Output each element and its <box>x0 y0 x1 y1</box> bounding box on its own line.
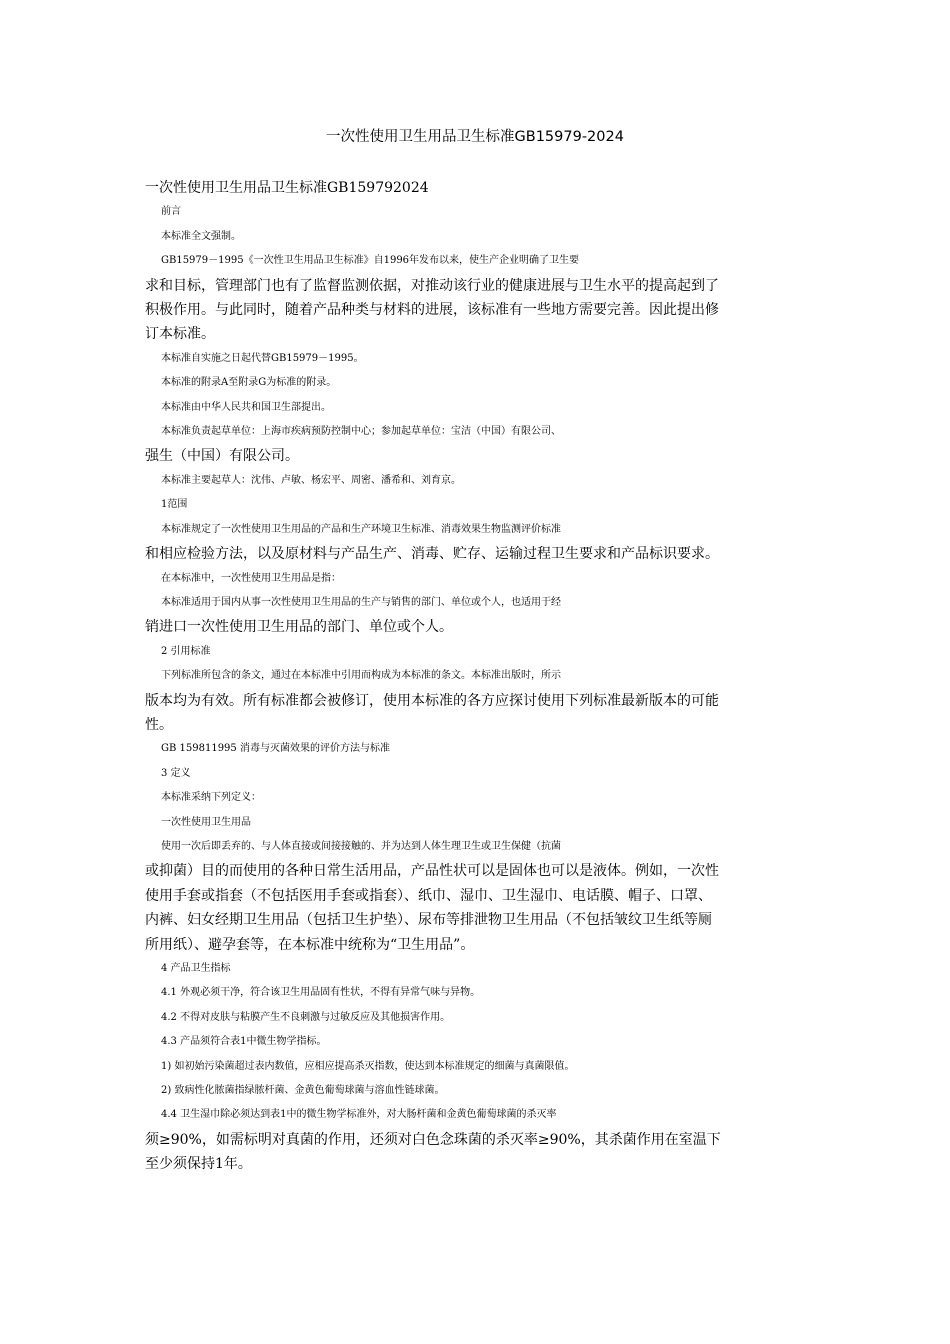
body-line: 性。 <box>145 716 173 733</box>
body-line: 1范围 <box>161 499 188 511</box>
body-line: 3 定义 <box>161 767 191 779</box>
body-line: 求和目标，管理部门也有了监督监测依据，对推动该行业的健康进展与卫生水平的提高起到了 <box>145 277 719 294</box>
body-line: 本标准规定了一次性使用卫生用品的产品和生产环境卫生标准、消毒效果生物监测评价标准 <box>161 523 561 535</box>
body-line: 2) 致病性化脓菌指绿脓杆菌、金黄色葡萄球菌与溶血性链球菌。 <box>161 1085 445 1097</box>
document-title: 一次性使用卫生用品卫生标准GB15979-2024 <box>326 129 624 145</box>
body-line: 4.3 产品须符合表1中微生物学指标。 <box>161 1036 327 1048</box>
body-line: 内裤、妇女经期卫生用品（包括卫生护垫）、尿布等排泄物卫生用品（不包括皱纹卫生纸等厕 <box>145 912 712 929</box>
body-line: 积极作用。与此同时，随着产品种类与材料的进展，该标准有一些地方需要完善。因此提出修 <box>145 302 719 319</box>
body-line: 一次性使用卫生用品 <box>161 816 251 828</box>
body-line: 本标准采纳下列定义： <box>161 792 261 804</box>
body-line: 本标准全文强制。 <box>161 230 241 242</box>
body-line: 所用纸）、避孕套等，在本标准中统称为“卫生用品”。 <box>145 936 475 953</box>
body-line: 本标准由中华人民共和国卫生部提出。 <box>161 401 331 413</box>
body-line: GB15979－1995《一次性卫生用品卫生标准》自1996年发布以来，使生产企业明确了卫生要 <box>161 255 580 267</box>
body-line: GB 159811995 消毒与灭菌效果的评价方法与标准 <box>161 743 390 755</box>
body-line: 在本标准中，一次性使用卫生用品是指： <box>161 572 341 584</box>
body-line: 本标准的附录A至附录G为标准的附录。 <box>161 377 337 389</box>
body-line: 4.1 外观必须干净，符合该卫生用品固有性状，不得有异常气味与异物。 <box>161 987 481 999</box>
body-line: 1) 如初始污染菌超过表内数值，应相应提高杀灭指数，使达到本标准规定的细菌与真菌限值。 <box>161 1060 575 1072</box>
body-line: 本标准适用于国内从事一次性使用卫生用品的生产与销售的部门、单位或个人，也适用于经 <box>161 596 561 608</box>
body-line: 4 产品卫生指标 <box>161 963 231 974</box>
body-line: 使用一次后即丢弃的、与人体直接或间接接触的、并为达到人体生理卫生或卫生保健（抗菌 <box>161 840 561 852</box>
body-line: 使用手套或指套（不包括医用手套或指套）、纸巾、湿巾、卫生湿巾、电话膜、帽子、口罩、 <box>145 887 712 904</box>
body-line: 本标准自实施之日起代替GB15979－1995。 <box>161 352 364 364</box>
body-line: 版本均为有效。所有标准都会被修订，使用本标准的各方应探讨使用下列标准最新版本的可能 <box>145 692 719 709</box>
body-line: 下列标准所包含的条文，通过在本标准中引用而构成为本标准的条文。本标准出版时，所示 <box>161 670 561 682</box>
body-line: 4.2 不得对皮肤与粘膜产生不良刺激与过敏反应及其他损害作用。 <box>161 1011 451 1023</box>
body-line: 2 引用标准 <box>161 645 211 657</box>
body-line: 强生（中国）有限公司。 <box>145 448 299 465</box>
body-line: 须≥90%，如需标明对真菌的作用，还须对白色念珠菌的杀灭率≥90%，其杀菌作用在室温下 <box>145 1131 721 1148</box>
body-line: 本标准主要起草人：沈伟、卢敏、杨宏平、周密、潘希和、刘育京。 <box>161 474 461 486</box>
body-line: 4.4 卫生湿巾除必须达到表1中的微生物学标准外，对大肠杆菌和金黄色葡萄球菌的杀灭率 <box>161 1109 557 1121</box>
body-line: 和相应检验方法，以及原材料与产品生产、消毒、贮存、运输过程卫生要求和产品标识要求。 <box>145 546 719 563</box>
body-line: 本标准负责起草单位：上海市疾病预防控制中心；参加起草单位：宝洁（中国）有限公司、 <box>161 426 561 438</box>
body-line: 销进口一次性使用卫生用品的部门、单位或个人。 <box>145 619 453 636</box>
body-line: 订本标准。 <box>145 326 215 343</box>
document-body <box>145 176 825 1177</box>
body-line: 或抑菌）目的而使用的各种日常生活用品，产品性状可以是固体也可以是液体。例如，一次性 <box>145 863 719 880</box>
body-line: 一次性使用卫生用品卫生标准GB159792024 <box>145 180 429 196</box>
body-line: 前言 <box>161 206 181 218</box>
body-line: 至少须保持1年。 <box>145 1156 252 1173</box>
